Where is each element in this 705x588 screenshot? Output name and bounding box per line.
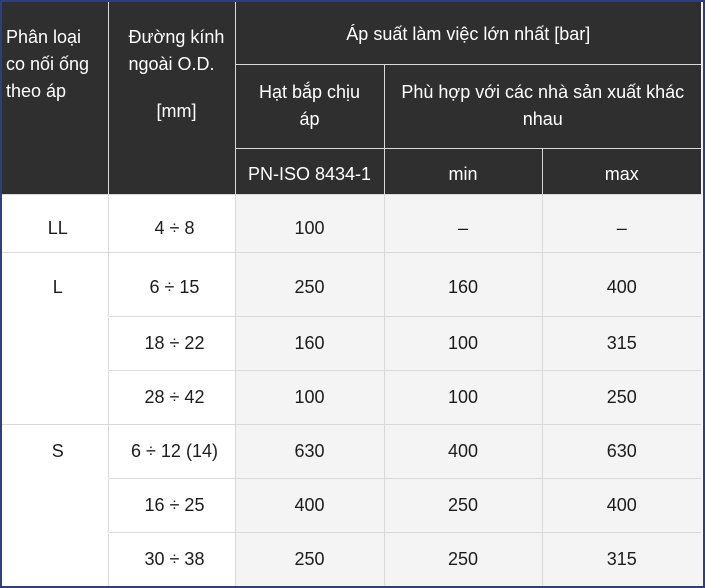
header-classification	[2, 2, 108, 194]
table-row	[2, 478, 701, 532]
header-outer-diameter-line-1: Đường kính	[128, 27, 225, 47]
header-outer-diameter-line-2: ngoài O.D.	[128, 54, 215, 74]
table-body	[2, 194, 701, 586]
row-max: 400	[542, 252, 701, 316]
row-classification	[2, 478, 108, 532]
row-classification	[2, 316, 108, 370]
header-max-pressure: Áp suất làm việc lớn nhất [bar]	[235, 2, 701, 64]
table-row	[2, 252, 701, 316]
header-classification-line-3: theo áp	[6, 81, 67, 101]
row-pn-iso: 160	[235, 316, 384, 370]
row-pn-iso: 630	[235, 424, 384, 478]
header-hat-bap	[235, 64, 384, 148]
row-min: 400	[384, 424, 542, 478]
table-row	[2, 370, 701, 424]
row-min: 100	[384, 370, 542, 424]
header-hat-bap-line-2: áp	[299, 109, 320, 129]
header-max: max	[542, 148, 701, 194]
row-classification: L	[2, 252, 108, 316]
row-min: 250	[384, 478, 542, 532]
row-outer-diameter: 30 ÷ 38	[108, 532, 235, 586]
row-max: 400	[542, 478, 701, 532]
row-max: 630	[542, 424, 701, 478]
row-outer-diameter: 16 ÷ 25	[108, 478, 235, 532]
table-row	[2, 194, 701, 252]
row-min: 160	[384, 252, 542, 316]
row-outer-diameter: 18 ÷ 22	[108, 316, 235, 370]
row-pn-iso: 100	[235, 370, 384, 424]
header-hat-bap-line-1: Hạt bắp chịu	[258, 82, 361, 102]
row-outer-diameter: 4 ÷ 8	[108, 194, 235, 252]
row-pn-iso: 100	[235, 194, 384, 252]
row-min: –	[384, 194, 542, 252]
table-row	[2, 532, 701, 586]
row-min: 100	[384, 316, 542, 370]
pressure-table	[2, 2, 701, 586]
header-phu-hop-line-1: Phù hợp với các nhà sản xuất khác	[401, 82, 685, 102]
row-max: –	[542, 194, 701, 252]
row-classification	[2, 532, 108, 586]
header-classification-line-2: co nối ống	[6, 54, 90, 74]
row-outer-diameter: 28 ÷ 42	[108, 370, 235, 424]
table-row	[2, 316, 701, 370]
row-max: 315	[542, 532, 701, 586]
row-max: 250	[542, 370, 701, 424]
row-classification	[2, 370, 108, 424]
header-outer-diameter-unit: [mm]	[156, 101, 197, 121]
header-outer-diameter	[108, 2, 235, 194]
header-standard: PN-ISO 8434-1	[235, 148, 384, 194]
row-pn-iso: 250	[235, 532, 384, 586]
header-phu-hop-line-2: nhau	[522, 109, 563, 129]
table-row	[2, 424, 701, 478]
row-classification: S	[2, 424, 108, 478]
row-pn-iso: 250	[235, 252, 384, 316]
table-header	[2, 2, 701, 194]
header-classification-line-1: Phân loại	[6, 27, 82, 47]
row-max: 315	[542, 316, 701, 370]
row-outer-diameter: 6 ÷ 12 (14)	[108, 424, 235, 478]
row-min: 250	[384, 532, 542, 586]
row-pn-iso: 400	[235, 478, 384, 532]
header-phu-hop	[384, 64, 701, 148]
row-classification: LL	[2, 194, 108, 252]
row-outer-diameter: 6 ÷ 15	[108, 252, 235, 316]
header-min: min	[384, 148, 542, 194]
